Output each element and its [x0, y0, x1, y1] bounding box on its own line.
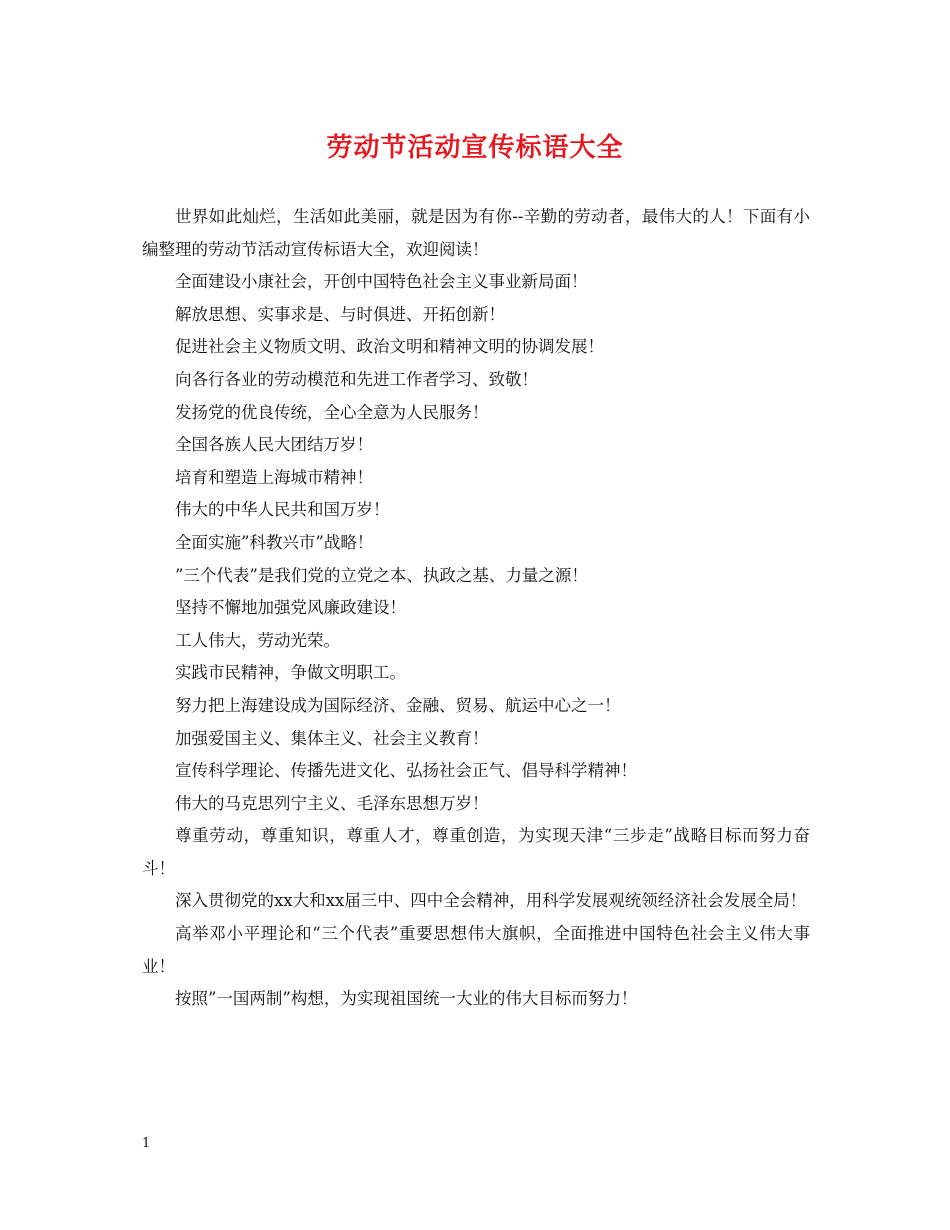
slogan-item: 培育和塑造上海城市精神！: [175, 467, 373, 487]
slogan-item: 坚持不懈地加强党风廉政建设！: [175, 598, 406, 618]
slogan-item: 加强爱国主义、集体主义、社会主义教育！: [175, 728, 489, 748]
document-title: 劳动节活动宣传标语大全: [326, 133, 624, 163]
slogan-item: 按照”一国两制”构想，为实现祖国统一大业的伟大目标而努力！: [175, 989, 638, 1009]
document-body: [142, 201, 810, 1016]
slogan-item: 发扬党的优良传统，全心全意为人民服务！: [175, 402, 489, 422]
slogan-item: 促进社会主义物质文明、政治文明和精神文明的协调发展！: [175, 337, 604, 357]
slogan-item: 解放思想、实事求是、与时俱进、开拓创新！: [175, 304, 505, 324]
paragraph-intro: 世界如此灿烂，生活如此美丽，就是因为有你--辛勤的劳动者，最伟大的人！下面有小编整理的劳动节活动宣传标语大全，欢迎阅读！: [142, 207, 810, 259]
slogan-item: 努力把上海建设成为国际经济、金融、贸易、航运中心之一！: [175, 695, 621, 715]
slogan-item: 全国各族人民大团结万岁！: [175, 435, 373, 455]
slogan-item: 宣传科学理论、传播先进文化、弘扬社会正气、倡导科学精神！: [175, 761, 637, 781]
slogan-item: ”三个代表”是我们党的立党之本、执政之基、力量之源！: [175, 565, 588, 585]
slogan-item: 高举邓小平理论和“三个代表”重要思想伟大旗帜，全面推进中国特色社会主义伟大事业！: [142, 924, 810, 976]
slogan-item: 伟大的中华人民共和国万岁！: [175, 500, 390, 520]
slogan-item: 工人伟大，劳动光荣。: [175, 630, 340, 650]
slogan-item: 向各行各业的劳动模范和先进工作者学习、致敬！: [175, 369, 538, 389]
slogan-item: 全面建设小康社会，开创中国特色社会主义事业新局面！: [175, 272, 588, 292]
slogan-item: 尊重劳动，尊重知识，尊重人才，尊重创造，为实现天津“三步走”战略目标而努力奋斗！: [142, 826, 810, 878]
slogan-item: 伟大的马克思列宁主义、毛泽东思想万岁！: [175, 793, 489, 813]
page-number: 1: [142, 1136, 151, 1151]
slogan-item: 实践市民精神，争做文明职工。: [175, 663, 406, 683]
slogan-item: 深入贯彻党的xx大和xx届三中、四中全会精神，用科学发展观统领经济社会发展全局！: [175, 891, 807, 911]
slogan-item: 全面实施”科教兴市”战略！: [175, 532, 374, 552]
